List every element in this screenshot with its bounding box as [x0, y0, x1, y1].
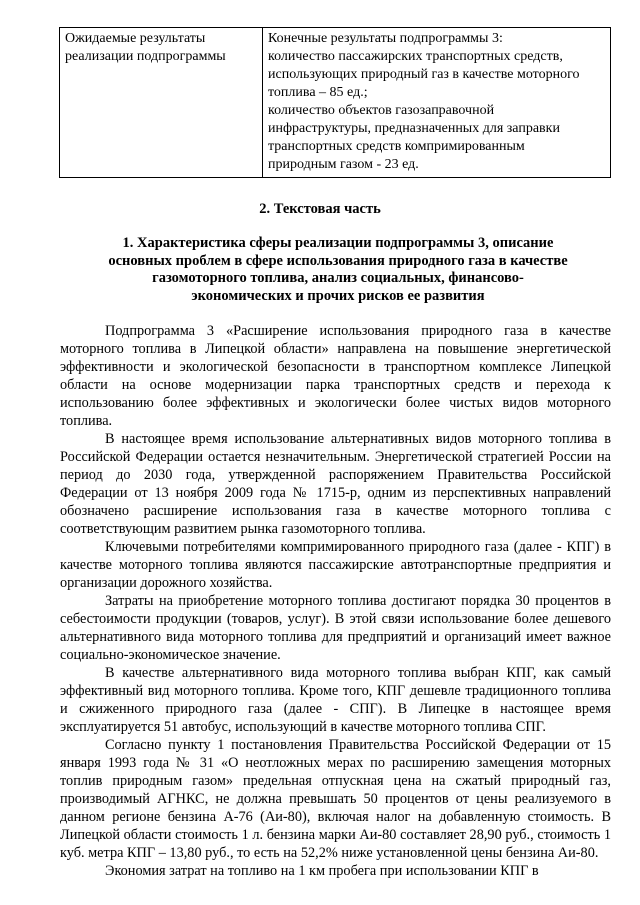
- heading-line: 1. Характеристика сферы реализации подпрограммы 3, описание: [122, 235, 554, 251]
- section-title: 2. Текстовая часть: [259, 201, 381, 217]
- cell-text-line: количество объектов газозаправочной: [268, 103, 495, 118]
- table-row: [60, 28, 611, 178]
- cell-text-line: топлива – 85 ед.;: [268, 85, 368, 100]
- subsection-heading: [60, 235, 616, 305]
- results-table: [59, 27, 611, 178]
- cell-text-line: использующих природный газ в качестве моторного: [268, 67, 580, 82]
- cell-text-line: инфраструктуры, предназначенных для заправки: [268, 121, 560, 136]
- table-cell-value: [263, 28, 611, 178]
- paragraph: Затраты на приобретение моторного топлива достигают порядка 30 процентов в себестоимости продукции (товаров, услуг). В этой связи использование более дешевого альтернативного вида моторного топлива для предприятий и организаций имеет важное социально-экономическое значение.: [60, 593, 611, 663]
- paragraph: Экономия затрат на топливо на 1 км пробега при использовании КПГ в: [105, 863, 539, 879]
- paragraph: Ключевыми потребителями компримированного природного газа (далее - КПГ) в качестве моторного топлива являются пассажирские автотранспортные предприятия и организации дорожного хозяйства.: [60, 539, 611, 591]
- cell-text-line: количество пассажирских транспортных средств,: [268, 49, 563, 64]
- paragraph: В качестве альтернативного вида моторного топлива выбран КПГ, как самый эффективный вид моторного топлива. Кроме того, КПГ дешевле традиционного топлива и сжиженного природного газа (далее - СПГ). В Липецке в настоящее время эксплуатируется 51 автобус, использующий в качестве моторного топлива СПГ.: [60, 665, 611, 735]
- paragraph: Согласно пункту 1 постановления Правительства Российской Федерации от 15 января 1993 года № 31 «О неотложных мерах по расширению замещения моторных топлив природным газом» предельная отпускная цена на сжатый природный газ, производимый АГНКС, не должна превышать 50 процентов от цены реализуемого в данном регионе бензина А-76 (Аи-80), включая налог на добавленную стоимость. В Липецкой области стоимость 1 л. бензина марки Аи-80 составляет 28,90 руб., стоимость 1 куб. метра КПГ – 13,80 руб., то есть на 52,2% ниже установленной цены бензина Аи-80.: [60, 737, 611, 861]
- heading-line: экономических и прочих рисков ее развития: [191, 287, 485, 304]
- table-cell-label: [60, 28, 263, 178]
- cell-text-line: природным газом - 23 ед.: [268, 157, 419, 172]
- heading-line: газомоторного топлива, анализ социальных, финансово-: [152, 270, 524, 286]
- paragraph: Подпрограмма 3 «Расширение использования природного газа в качестве моторного топлива в Липецкой области» направлена на повышение энергетической эффективности и экологической безопасности в транспортном комплексе Липецкой области на основе модернизации парка транспортных средств и перехода к использованию более эффективных и экологически более чистых видов моторного топлива.: [60, 323, 611, 429]
- cell-text-line: реализации подпрограммы: [65, 49, 226, 64]
- cell-text-line: Конечные результаты подпрограммы 3:: [268, 31, 503, 46]
- paragraph: В настоящее время использование альтернативных видов моторного топлива в Российской Федерации остается незначительным. Энергетической стратегией России на период до 2030 года, утвержденной распоряжением Правительства Российской Федерации от 13 ноября 2009 года № 1715-р, одним из перспективных направлений обозначено расширение использования газа в качестве моторного топлива с соответствующим развитием рынка газомоторного топлива.: [60, 431, 611, 537]
- cell-text-line: Ожидаемые результаты: [65, 31, 206, 46]
- heading-line: основных проблем в сфере использования природного газа в качестве: [108, 252, 568, 269]
- body-text: [60, 322, 611, 880]
- cell-text-line: транспортных средств компримированным: [268, 139, 525, 154]
